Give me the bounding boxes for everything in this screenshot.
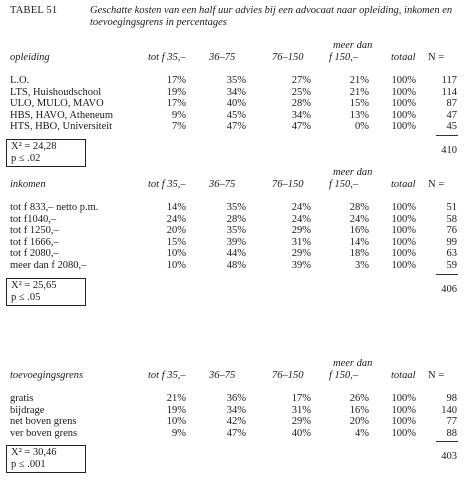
cell-n: 76 [446, 225, 457, 237]
cell-n: 87 [446, 98, 457, 110]
header-col1: tot f 35,– [148, 179, 186, 190]
table-row [0, 416, 470, 428]
cell-76-150: 29% [291, 225, 311, 237]
row-label: ULO, MULO, MAVO [10, 98, 104, 110]
cell-meer-dan-150: 24% [349, 213, 369, 225]
table-row [0, 225, 470, 237]
cell-n: 117 [441, 75, 457, 86]
cell-76-150: 39% [291, 260, 311, 271]
cell-n: 114 [441, 86, 457, 98]
header-col4: f 150,– [329, 52, 359, 63]
table-row [0, 214, 470, 226]
cell-meer-dan-150: 21% [349, 86, 369, 98]
header-meer-dan: meer dan [333, 40, 373, 51]
cell-36-75: 36% [226, 393, 246, 404]
header-col2: 36–75 [209, 370, 236, 381]
total-n: 406 [441, 283, 457, 295]
header-col5: totaal [391, 179, 416, 190]
row-label: ver boven grens [10, 427, 78, 439]
cell-totaal: 100% [391, 75, 416, 86]
cell-totaal: 100% [391, 404, 416, 416]
cell-tot-35: 17% [166, 98, 186, 110]
cell-76-150: 31% [291, 404, 311, 416]
row-label: tot f 1250,– [10, 225, 59, 237]
cell-76-150: 17% [291, 393, 311, 404]
cell-76-150: 40% [291, 427, 311, 439]
cell-meer-dan-150: 4% [355, 427, 369, 439]
cell-76-150: 31% [291, 236, 311, 248]
cell-36-75: 47% [226, 121, 246, 133]
cell-36-75: 44% [226, 248, 246, 260]
total-rule [436, 441, 458, 442]
row-label: tot f 2080,– [10, 248, 59, 260]
cell-76-150: 28% [291, 98, 311, 110]
row-label: tot f1040,– [10, 213, 57, 225]
table-row [0, 121, 470, 133]
table-row [0, 260, 470, 272]
cell-76-150: 27% [291, 75, 311, 86]
chi-square-value: X² = 25,65 [11, 279, 57, 291]
cell-n: 88 [446, 427, 457, 439]
cell-76-150: 25% [291, 86, 311, 98]
cell-meer-dan-150: 14% [349, 236, 369, 248]
cell-tot-35: 10% [166, 248, 186, 260]
cell-tot-35: 9% [172, 109, 186, 121]
cell-meer-dan-150: 26% [349, 393, 369, 404]
cell-36-75: 47% [226, 427, 246, 439]
table-row [0, 237, 470, 249]
row-label: HBS, HAVO, Atheneum [10, 109, 114, 121]
cell-tot-35: 19% [166, 86, 186, 98]
chi-square-box [6, 278, 86, 306]
p-value: p ≤ .001 [11, 459, 46, 471]
cell-n: 45 [446, 121, 457, 133]
cell-tot-35: 7% [172, 121, 186, 133]
cell-36-75: 42% [226, 416, 246, 428]
header-col4: f 150,– [329, 179, 359, 190]
total-rule [436, 135, 458, 136]
cell-36-75: 35% [226, 202, 246, 213]
cell-76-150: 34% [291, 109, 311, 121]
cell-tot-35: 15% [166, 236, 186, 248]
cell-meer-dan-150: 21% [349, 75, 369, 86]
cell-36-75: 40% [226, 98, 246, 110]
total-n: 410 [441, 145, 457, 156]
table-row [0, 202, 470, 214]
header-col5: totaal [391, 370, 416, 381]
header-n: N = [428, 370, 445, 381]
chi-square-box [6, 445, 86, 473]
header-col5: totaal [391, 52, 416, 63]
cell-totaal: 100% [391, 248, 416, 260]
header-col4: f 150,– [329, 370, 359, 381]
cell-n: 99 [446, 236, 457, 248]
total-rule [436, 274, 458, 275]
header-col1: tot f 35,– [148, 52, 186, 63]
cell-tot-35: 24% [166, 213, 186, 225]
row-label: HTS, HBO, Universiteit [10, 121, 113, 133]
cell-meer-dan-150: 16% [349, 404, 369, 416]
table-row [0, 405, 470, 417]
header-col2: 36–75 [209, 179, 236, 190]
table-row [0, 248, 470, 260]
header-meer-dan: meer dan [333, 167, 373, 178]
cell-meer-dan-150: 18% [349, 248, 369, 260]
chi-square-value: X² = 30,46 [11, 447, 57, 459]
table-row [0, 98, 470, 110]
cell-tot-35: 10% [166, 416, 186, 428]
cell-36-75: 45% [226, 109, 246, 121]
cell-tot-35: 21% [166, 393, 186, 404]
cell-36-75: 48% [226, 260, 246, 271]
section-title: toevoegingsgrens [10, 370, 84, 381]
cell-totaal: 100% [391, 225, 416, 237]
header-col2: 36–75 [209, 52, 236, 63]
cell-meer-dan-150: 16% [349, 225, 369, 237]
header-n: N = [428, 179, 445, 190]
cell-meer-dan-150: 0% [355, 121, 369, 133]
table-number: TABEL 51 [10, 5, 58, 16]
cell-meer-dan-150: 20% [349, 416, 369, 428]
row-label: bijdrage [10, 404, 45, 416]
header-meer-dan: meer dan [333, 358, 373, 369]
cell-meer-dan-150: 28% [349, 202, 369, 213]
cell-tot-35: 19% [166, 404, 186, 416]
row-label: net boven grens [10, 416, 77, 428]
cell-76-150: 29% [291, 416, 311, 428]
cell-n: 58 [446, 213, 457, 225]
cell-meer-dan-150: 3% [355, 260, 369, 271]
table-row [0, 393, 470, 405]
cell-76-150: 29% [291, 248, 311, 260]
cell-totaal: 100% [391, 416, 416, 428]
header-col1: tot f 35,– [148, 370, 186, 381]
header-n: N = [428, 52, 445, 63]
column-header-row [0, 179, 470, 191]
cell-meer-dan-150: 15% [349, 98, 369, 110]
header-col3: 76–150 [272, 370, 304, 381]
header-col3: 76–150 [272, 179, 304, 190]
cell-76-150: 24% [291, 213, 311, 225]
cell-totaal: 100% [391, 427, 416, 439]
table-row [0, 87, 470, 99]
table-row [0, 428, 470, 440]
cell-totaal: 100% [391, 260, 416, 271]
section-title: opleiding [10, 52, 50, 63]
cell-totaal: 100% [391, 98, 416, 110]
cell-n: 63 [446, 248, 457, 260]
p-value: p ≤ .02 [11, 153, 41, 164]
row-label: meer dan f 2080,– [10, 260, 87, 271]
column-header-row [0, 52, 470, 64]
cell-meer-dan-150: 13% [349, 109, 369, 121]
cell-n: 51 [446, 202, 457, 213]
table-row [0, 75, 470, 87]
cell-76-150: 47% [291, 121, 311, 133]
cell-totaal: 100% [391, 236, 416, 248]
cell-36-75: 39% [226, 236, 246, 248]
cell-n: 77 [446, 416, 457, 428]
row-label: gratis [10, 393, 34, 404]
cell-n: 59 [446, 260, 457, 271]
cell-tot-35: 10% [166, 260, 186, 271]
column-header-row [0, 370, 470, 382]
cell-36-75: 34% [226, 86, 246, 98]
cell-totaal: 100% [391, 86, 416, 98]
cell-n: 140 [441, 404, 457, 416]
row-label: tot f 833,– netto p.m. [10, 202, 99, 213]
cell-totaal: 100% [391, 393, 416, 404]
cell-36-75: 28% [226, 213, 246, 225]
row-label: tot f 1666,– [10, 236, 59, 248]
cell-n: 98 [446, 393, 457, 404]
section-title: inkomen [10, 179, 46, 190]
cell-totaal: 100% [391, 213, 416, 225]
table-caption: Geschatte kosten van een half uur advies bij een advocaat naar opleiding, inkomen en toevoegingsgrens in percentages [90, 5, 453, 28]
chi-square-box [6, 139, 86, 167]
p-value: p ≤ .05 [11, 291, 41, 303]
cell-tot-35: 9% [172, 427, 186, 439]
chi-square-value: X² = 24,28 [11, 141, 57, 152]
cell-tot-35: 17% [166, 75, 186, 86]
row-label: L.O. [10, 75, 30, 86]
cell-36-75: 35% [226, 225, 246, 237]
cell-totaal: 100% [391, 121, 416, 133]
cell-n: 47 [446, 109, 457, 121]
cell-totaal: 100% [391, 109, 416, 121]
table-row [0, 110, 470, 122]
cell-tot-35: 14% [166, 202, 186, 213]
cell-tot-35: 20% [166, 225, 186, 237]
row-label: LTS, Huishoudschool [10, 86, 102, 98]
total-n: 403 [441, 451, 457, 463]
header-col3: 76–150 [272, 52, 304, 63]
cell-76-150: 24% [291, 202, 311, 213]
cell-totaal: 100% [391, 202, 416, 213]
cell-36-75: 34% [226, 404, 246, 416]
cell-36-75: 35% [226, 75, 246, 86]
